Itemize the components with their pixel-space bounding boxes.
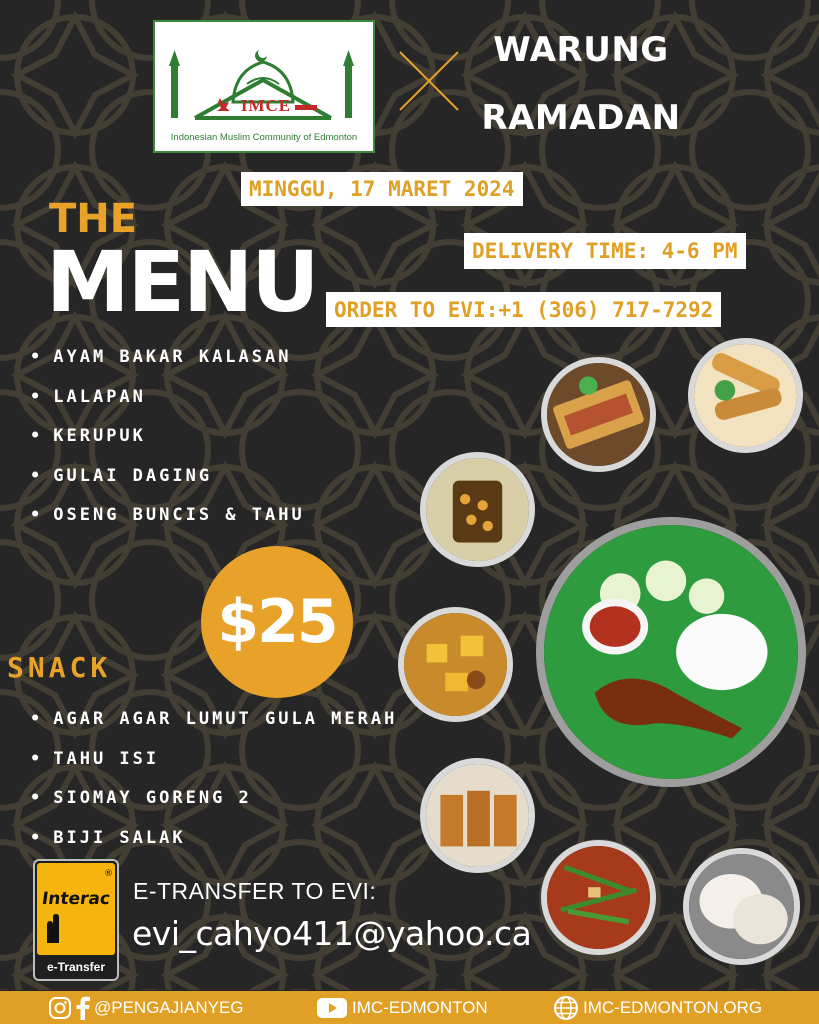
facebook-icon xyxy=(76,996,90,1020)
footer-youtube-channel: IMC-EDMONTON xyxy=(352,997,488,1017)
food-photo-agar-agar xyxy=(420,452,535,567)
interac-etransfer-logo: ® Interac e-Transfer xyxy=(33,859,119,981)
menu-item: • KERUPUK xyxy=(30,426,305,466)
food-photo-ayam-bakar xyxy=(536,517,806,787)
order-contact: ORDER TO EVI:+1 (306) 717-7292 xyxy=(326,292,721,327)
footer-social-handle: @PENGAJIANYEG xyxy=(94,997,244,1017)
footer-website[interactable] xyxy=(553,991,762,1024)
menu-item: • OSENG BUNCIS & TAHU xyxy=(30,505,305,545)
imce-logo xyxy=(153,20,375,153)
hand-icon xyxy=(43,913,65,947)
menu-item: • AYAM BAKAR KALASAN xyxy=(30,347,305,387)
instagram-icon xyxy=(48,996,72,1020)
delivery-time: DELIVERY TIME: 4-6 PM xyxy=(464,233,746,269)
snack-title: SNACK xyxy=(7,651,112,684)
headline-line-2: RAMADAN xyxy=(481,98,681,138)
interac-label: e-Transfer xyxy=(46,960,106,974)
menu-item: • GULAI DAGING xyxy=(30,466,305,506)
food-photo-gulai-daging xyxy=(398,607,513,722)
headline-line-1: WARUNG xyxy=(493,30,669,70)
youtube-icon xyxy=(316,996,348,1020)
globe-icon xyxy=(553,995,579,1021)
etransfer-email[interactable]: evi_cahyo411@yahoo.ca xyxy=(132,914,532,953)
snack-item: • SIOMAY GORENG 2 xyxy=(30,788,397,828)
event-date: MINGGU, 17 MARET 2024 xyxy=(241,172,523,206)
food-photo-oseng-buncis xyxy=(541,840,656,955)
food-photo-spring-rolls xyxy=(688,338,803,453)
snack-item: • TAHU ISI xyxy=(30,749,397,789)
snack-list xyxy=(30,709,397,867)
snack-item: • AGAR AGAR LUMUT GULA MERAH xyxy=(30,709,397,749)
etransfer-label: E-TRANSFER TO EVI: xyxy=(133,878,377,904)
food-photo-martabak xyxy=(541,357,656,472)
menu-list xyxy=(30,347,305,545)
footer-website-url: IMC-EDMONTON.ORG xyxy=(583,997,763,1017)
footer-bar xyxy=(0,991,819,1024)
footer-youtube[interactable] xyxy=(316,991,488,1024)
logo-caption: Indonesian Muslim Community of Edmonton xyxy=(170,132,358,143)
food-photo-jars xyxy=(420,758,535,873)
snack-item: • BIJI SALAK xyxy=(30,828,397,868)
menu-item: • LALAPAN xyxy=(30,387,305,427)
price-badge: $25 xyxy=(201,546,353,698)
logo-abbreviation: IMCE xyxy=(240,96,292,115)
menu-title: MENU xyxy=(46,233,318,331)
footer-social[interactable] xyxy=(48,991,244,1024)
interac-brand: Interac xyxy=(40,889,112,909)
menu-prefix: THE xyxy=(49,196,138,242)
collaboration-cross-icon xyxy=(398,50,460,112)
food-photo-kerupuk xyxy=(683,848,800,965)
